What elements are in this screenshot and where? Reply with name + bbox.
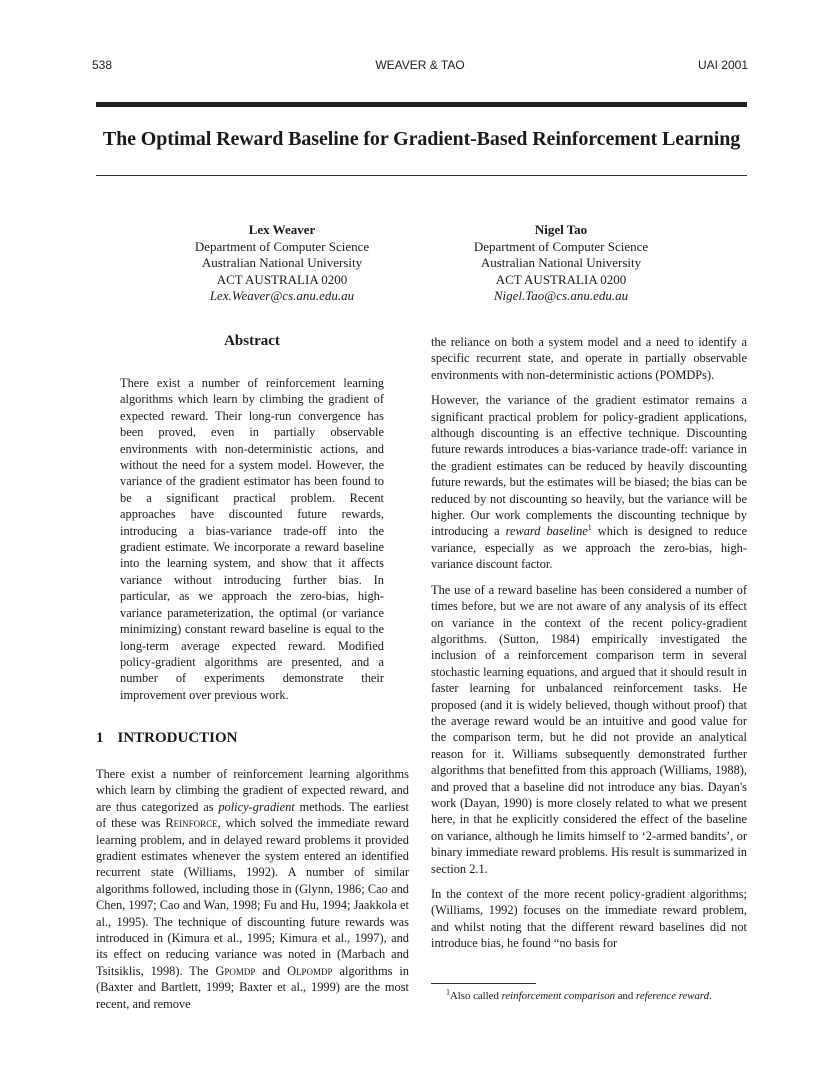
emphasis-text: reward baseline	[505, 524, 588, 539]
algorithm-name: Olpomdp	[287, 963, 333, 978]
author-university: Australian National University	[480, 255, 642, 270]
paper-title: The Optimal Reward Baseline for Gradient-Based Reinforcement Learning	[102, 128, 741, 150]
text-run: algorithms in (Baxter and Bartlett, 1999; Baxter et al., 1999) are the most recent, and remove	[96, 963, 409, 1011]
author-email: Nigel.Tao@cs.anu.edu.au	[493, 288, 629, 303]
footnote-rule	[431, 983, 536, 984]
abstract-heading: Abstract	[224, 333, 280, 349]
section-title: INTRODUCTION	[117, 730, 238, 746]
footnote	[446, 987, 712, 1002]
text-run: .	[709, 990, 712, 1002]
abstract-body	[120, 375, 384, 703]
author-department: Department of Computer Science	[194, 238, 370, 254]
title-top-rule	[96, 102, 747, 107]
author-block-1	[152, 222, 412, 305]
paragraph	[96, 766, 409, 1012]
section-heading-introduction	[96, 730, 238, 747]
author-name: Nigel Tao	[534, 222, 588, 237]
emphasis-text: reference reward	[636, 990, 710, 1002]
author-address: ACT AUSTRALIA 0200	[216, 271, 348, 287]
running-title: WEAVER & TAO	[375, 58, 465, 72]
author-address: ACT AUSTRALIA 0200	[495, 271, 627, 287]
abstract-text: There exist a number of reinforcement learning algorithms which learn by climbing the gradient of expected reward. Their long-run convergence has been proved, even in partially observable environments with non-deterministic actions, and without the need for a system model. However, the variance of the gradient estimator has been found to be a significant practical problem. Recent approaches have discounted future rewards, introducing a bias-variance trade-off into the gradient estimate. We incorporate a reward baseline into the learning system, and show that it affects variance without introducing further bias. In particular, as we approach the zero-bias, high-variance parameterization, the optimal (or variance minimizing) constant reward baseline is equal to the long-term average expected reward. Modified policy-gradient algorithms are presented, and a number of experiments demonstrate their improvement over previous work.	[120, 376, 384, 702]
text-run: methods. The earliest of these was	[96, 799, 409, 831]
author-name: Lex Weaver	[248, 222, 316, 237]
paragraph	[431, 392, 747, 572]
paragraph: the reliance on both a system model and a need to identify a specific recurrent state, and operate in partially observable environments with non-deterministic actions (POMDPs).	[431, 335, 747, 382]
text-run: There exist a number of reinforcement learning algorithms which learn by climbing the gradient of expected reward, and are thus categorized as	[96, 767, 409, 814]
text-run: However, the variance of the gradient estimator remains a significant practical problem for policy-gradient applications, although discounting is an effective technique. Discounting future rewards introduces a bias-variance trade-off: variance in the gradient estimates can be reduced by heavily discounting future rewards, but the estimates will be biased; the bias can be reduced by not discounting so heavily, but the variance will be higher. Our work complements the discounting technique by introducing a	[431, 393, 747, 539]
author-department: Department of Computer Science	[473, 238, 649, 254]
footnote-number: 1	[446, 987, 450, 997]
text-run: and	[615, 990, 637, 1002]
footnote-marker: 1	[587, 523, 592, 533]
paragraph: The use of a reward baseline has been considered a number of times before, but we are not aware of any analysis of its effect on variance in the context of the recent policy-gradient algorithms. (Sutton, 1984) empirically investigated the inclusion of a reinforcement comparison term in several stochastic learning equations, and argued that it should result in faster learning for unbalanced reinforcement tasks. He proposed (and it is widely believed, though without proof) that the average reward would be an intuitive and good value for the comparison term, but he did not provide an analytical reason for it. Williams subsequently demonstrated further algorithms that benefitted from this approach (Williams, 1988), and proved that a baseline did not introduce any bias. Dayan's work (Dayan, 1990) is more closely related to what we present here, in that he explicitly considered the effect of the baseline on variance, although he limits himself to ‘2-armed bandits’, or binary immediate reward problems. His result is summarized in section 2.1.	[431, 582, 747, 876]
text-run: Also called	[450, 990, 502, 1002]
right-column	[431, 334, 747, 961]
author-block-2	[431, 222, 691, 305]
conference-label: UAI 2001	[697, 58, 748, 72]
page-number: 538	[92, 58, 113, 72]
emphasis-text: reinforcement comparison	[501, 990, 616, 1002]
paragraph: In the context of the more recent policy-gradient algorithms; (Williams, 1992) focuses on the immediate reward problem, and whilst noting that the different reward baselines did not introduce bias, he found “no basis for	[431, 887, 747, 951]
text-run: and	[255, 963, 288, 978]
title-bottom-rule	[96, 175, 747, 176]
algorithm-name: Gpomdp	[215, 963, 256, 978]
section-number: 1	[96, 730, 104, 746]
author-university: Australian National University	[201, 255, 363, 270]
introduction-body	[96, 766, 409, 1012]
algorithm-name: Reinforce	[165, 816, 218, 831]
text-run: , which solved the immediate reward learning problem, and in delayed reward problems it provided gradient estimates whenever the system entered an identified recurrent state (Williams, 1992). A number of similar algorithms followed, including those in (Glynn, 1986; Cao and Chen, 1997; Cao and Wan, 1998; Fu and Hu, 1994; Jaakkola et al., 1995). The technique of discounting future rewards was introduced in (Kimura et al., 1995; Kimura et al., 1997), and its effect on reducing variance was noted in (Marbach and Tsitsiklis, 1998). The	[96, 816, 410, 978]
emphasis-text: policy-gradient	[218, 799, 295, 814]
text-run: which is designed to reduce variance, especially as we approach the zero-bias, high-variance discount factor.	[431, 524, 747, 572]
author-email: Lex.Weaver@cs.anu.edu.au	[209, 288, 355, 303]
